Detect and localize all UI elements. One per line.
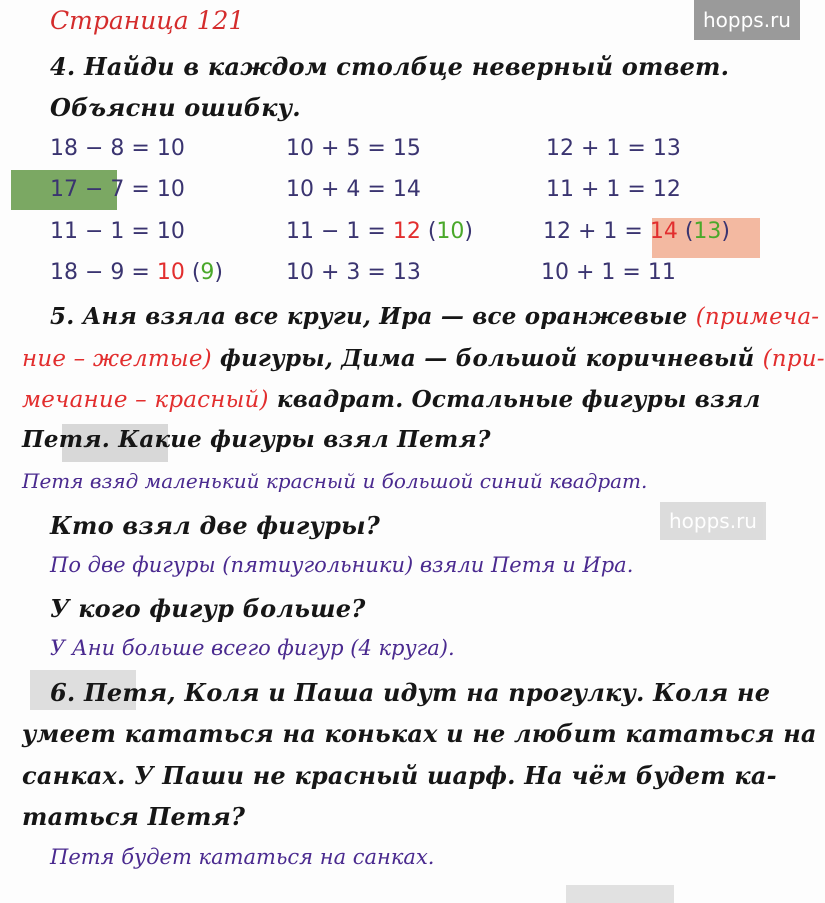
task6-line3: санках. У Паши не красный шарф. На чём будет ка- [22, 761, 777, 790]
task5-answer1: Петя взяд маленький красный и большой синий квадрат. [22, 469, 648, 493]
equation-c1-r2: 17 − 7 = 10 [50, 177, 185, 202]
watermark-top-right: hopps.ru [694, 0, 800, 40]
task4-line1: 4. Найди в каждом столбце неверный ответ. [50, 52, 730, 81]
task4-line2: Объясни ошибку. [50, 93, 301, 122]
equation-c3-r1: 12 + 1 = 13 [546, 136, 681, 161]
task5-answer2: По две фигуры (пятиугольники) взяли Петя и Ира. [50, 553, 634, 577]
task5-question2: Кто взял две фигуры? [50, 511, 380, 540]
equation-c3-r4: 10 + 1 = 11 [541, 260, 676, 285]
task5-question3: У кого фигур больше? [50, 594, 366, 623]
task5-line1: 5. Аня взяла все круги, Ира — все оранжевые (примеча- [50, 303, 820, 330]
task6-line2: умеет кататься на коньках и не любит кататься на [22, 719, 817, 748]
task5-line4: Петя. Какие фигуры взял Петя? [22, 426, 491, 453]
task5-line3: мечание – красный) квадрат. Остальные фигуры взял [22, 386, 761, 413]
task6-line4: таться Петя? [22, 802, 246, 831]
watermark-bottom [566, 885, 674, 903]
watermark-mid-right: hopps.ru [660, 502, 766, 540]
task5-answer3: У Ани больше всего фигур (4 круга). [50, 636, 455, 660]
equation-c2-r4: 10 + 3 = 13 [286, 260, 421, 285]
equation-c2-r3: 11 − 1 = 12 (10) [286, 219, 474, 244]
page-title: Страница 121 [50, 6, 245, 35]
equation-c1-r3: 11 − 1 = 10 [50, 219, 185, 244]
task5-line2: ние – желтые) фигуры, Дима — большой коричневый (при- [22, 345, 825, 372]
equation-c2-r2: 10 + 4 = 14 [286, 177, 421, 202]
equation-c1-r1: 18 − 8 = 10 [50, 136, 185, 161]
task6-answer1: Петя будет кататься на санках. [50, 845, 435, 869]
equation-c3-r2: 11 + 1 = 12 [546, 177, 681, 202]
equation-c1-r4: 18 − 9 = 10 (9) [50, 260, 224, 285]
task6-line1: 6. Петя, Коля и Паша идут на прогулку. Коля не [50, 678, 771, 707]
equation-c2-r1: 10 + 5 = 15 [286, 136, 421, 161]
equation-c3-r3: 12 + 1 = 14 (13) [543, 219, 731, 244]
